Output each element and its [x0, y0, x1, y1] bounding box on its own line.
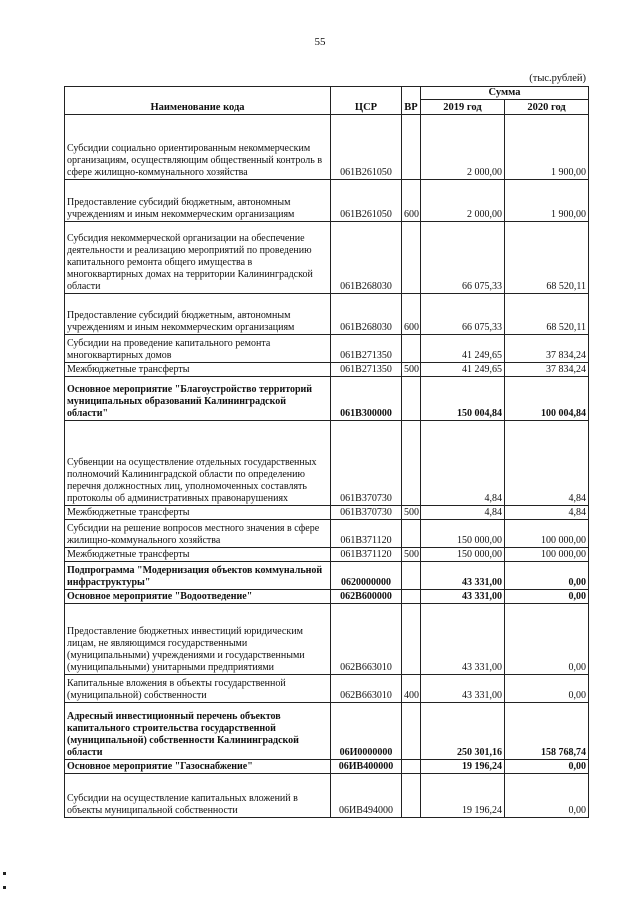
header-name: Наименование кода	[65, 87, 331, 115]
row-name: Адресный инвестиционный перечень объектов капитального строительства государственной (муниципальной) собственности Калининградской области	[65, 703, 331, 760]
row-name: Субсидии на проведение капитального ремонта многоквартирных домов	[65, 335, 331, 363]
row-name: Подпрограмма "Модернизация объектов коммунальной инфраструктуры"	[65, 562, 331, 590]
row-sum-2019: 150 000,00	[421, 520, 505, 548]
row-sum-2020: 100 000,00	[505, 520, 589, 548]
table-row	[65, 675, 589, 703]
row-vr: 600	[402, 294, 421, 335]
table-row	[65, 562, 589, 590]
row-csr: 061B370730	[331, 506, 402, 520]
table-row	[65, 506, 589, 520]
row-vr	[402, 760, 421, 774]
row-vr	[402, 115, 421, 180]
row-name: Предоставление бюджетных инвестиций юридическим лицам, не являющимся государственными (муниципальными) учреждениями и государственными (муниципальными) унитарными предприятиями	[65, 604, 331, 675]
row-vr	[402, 335, 421, 363]
row-csr: 061B268030	[331, 222, 402, 294]
row-sum-2019: 43 331,00	[421, 562, 505, 590]
row-name: Межбюджетные трансферты	[65, 363, 331, 377]
row-vr	[402, 604, 421, 675]
row-sum-2020: 1 900,00	[505, 115, 589, 180]
row-csr: 062B663010	[331, 604, 402, 675]
header-sum: Сумма	[421, 87, 589, 100]
row-sum-2019: 250 301,16	[421, 703, 505, 760]
row-sum-2020: 0,00	[505, 590, 589, 604]
row-vr: 400	[402, 675, 421, 703]
row-csr: 061B300000	[331, 377, 402, 421]
row-sum-2019: 2 000,00	[421, 180, 505, 222]
row-sum-2020: 37 834,24	[505, 363, 589, 377]
table-row	[65, 363, 589, 377]
row-csr: 061B271350	[331, 363, 402, 377]
row-csr: 061B261050	[331, 115, 402, 180]
row-sum-2019: 150 000,00	[421, 548, 505, 562]
row-csr: 061B370730	[331, 421, 402, 506]
row-sum-2020: 0,00	[505, 675, 589, 703]
row-sum-2019: 43 331,00	[421, 604, 505, 675]
table-row	[65, 335, 589, 363]
row-csr: 062B600000	[331, 590, 402, 604]
table-row	[65, 294, 589, 335]
table-row	[65, 703, 589, 760]
row-csr: 06ИВ494000	[331, 774, 402, 818]
header-csr: ЦСР	[331, 87, 402, 115]
edge-mark	[3, 872, 6, 875]
row-vr	[402, 774, 421, 818]
row-name: Предоставление субсидий бюджетным, автономным учреждениям и иным некоммерческим организациям	[65, 294, 331, 335]
table-row	[65, 604, 589, 675]
row-sum-2020: 0,00	[505, 760, 589, 774]
row-sum-2020: 1 900,00	[505, 180, 589, 222]
row-name: Межбюджетные трансферты	[65, 506, 331, 520]
row-sum-2019: 43 331,00	[421, 675, 505, 703]
row-name: Субсидии социально ориентированным некоммерческим организациям, осуществляющим общественный контроль в сфере жилищно-коммунального хозяйства	[65, 115, 331, 180]
row-sum-2019: 2 000,00	[421, 115, 505, 180]
row-vr: 500	[402, 506, 421, 520]
row-name: Капитальные вложения в объекты государственной (муниципальной) собственности	[65, 675, 331, 703]
row-name: Основное мероприятие "Водоотведение"	[65, 590, 331, 604]
table-row	[65, 222, 589, 294]
row-name: Субсидия некоммерческой организации на обеспечение деятельности и реализацию мероприятий по проведению капитального ремонта общего имущества в многоквартирных домах на территории Калининградской области	[65, 222, 331, 294]
row-csr: 06ИВ400000	[331, 760, 402, 774]
budget-table	[64, 86, 589, 818]
row-vr	[402, 222, 421, 294]
row-sum-2020: 0,00	[505, 604, 589, 675]
header-vr: ВР	[402, 87, 421, 115]
row-vr	[402, 520, 421, 548]
table-row	[65, 115, 589, 180]
table-row	[65, 548, 589, 562]
row-sum-2019: 4,84	[421, 421, 505, 506]
row-sum-2019: 19 196,24	[421, 774, 505, 818]
row-sum-2019: 150 004,84	[421, 377, 505, 421]
row-vr: 600	[402, 180, 421, 222]
header-year-2020: 2020 год	[505, 100, 589, 115]
page-number: 55	[314, 36, 326, 48]
row-sum-2019: 66 075,33	[421, 294, 505, 335]
edge-mark	[3, 886, 6, 889]
row-name: Основное мероприятие "Благоустройство территорий муниципальных образований Калининградской области"	[65, 377, 331, 421]
row-name: Субсидии на осуществление капитальных вложений в объекты муниципальной собственности	[65, 774, 331, 818]
row-sum-2020: 4,84	[505, 506, 589, 520]
row-sum-2019: 41 249,65	[421, 363, 505, 377]
row-vr	[402, 562, 421, 590]
row-name: Субсидии на решение вопросов местного значения в сфере жилищно-коммунального хозяйства	[65, 520, 331, 548]
row-csr: 061B271350	[331, 335, 402, 363]
row-csr: 061B261050	[331, 180, 402, 222]
table-row	[65, 590, 589, 604]
row-sum-2020: 68 520,11	[505, 222, 589, 294]
row-sum-2020: 68 520,11	[505, 294, 589, 335]
row-csr: 062B663010	[331, 675, 402, 703]
table-row	[65, 520, 589, 548]
row-vr	[402, 421, 421, 506]
row-csr: 061B268030	[331, 294, 402, 335]
row-name: Предоставление субсидий бюджетным, автономным учреждениям и иным некоммерческим организациям	[65, 180, 331, 222]
table-row	[65, 377, 589, 421]
row-name: Основное мероприятие "Газоснабжение"	[65, 760, 331, 774]
row-name: Субвенции на осуществление отдельных государственных полномочий Калининградской области по определению перечня должностных лиц, уполномоченных составлять протоколы об административных правонарушениях	[65, 421, 331, 506]
table-row	[65, 774, 589, 818]
row-sum-2019: 43 331,00	[421, 590, 505, 604]
row-vr	[402, 590, 421, 604]
row-vr	[402, 703, 421, 760]
row-vr: 500	[402, 548, 421, 562]
row-vr	[402, 377, 421, 421]
row-csr: 061B371120	[331, 548, 402, 562]
table-row	[65, 180, 589, 222]
row-name: Межбюджетные трансферты	[65, 548, 331, 562]
row-sum-2020: 0,00	[505, 774, 589, 818]
row-sum-2019: 41 249,65	[421, 335, 505, 363]
row-sum-2020: 37 834,24	[505, 335, 589, 363]
table-row	[65, 760, 589, 774]
row-sum-2019: 66 075,33	[421, 222, 505, 294]
header-year-2019: 2019 год	[421, 100, 505, 115]
table-row	[65, 421, 589, 506]
row-vr: 500	[402, 363, 421, 377]
unit-note: (тыс.рублей)	[529, 73, 586, 84]
row-sum-2020: 100 004,84	[505, 377, 589, 421]
row-sum-2020: 158 768,74	[505, 703, 589, 760]
row-sum-2019: 19 196,24	[421, 760, 505, 774]
row-sum-2020: 100 000,00	[505, 548, 589, 562]
row-csr: 061B371120	[331, 520, 402, 548]
row-sum-2020: 0,00	[505, 562, 589, 590]
row-csr: 0620000000	[331, 562, 402, 590]
row-sum-2020: 4,84	[505, 421, 589, 506]
row-sum-2019: 4,84	[421, 506, 505, 520]
row-csr: 06И0000000	[331, 703, 402, 760]
